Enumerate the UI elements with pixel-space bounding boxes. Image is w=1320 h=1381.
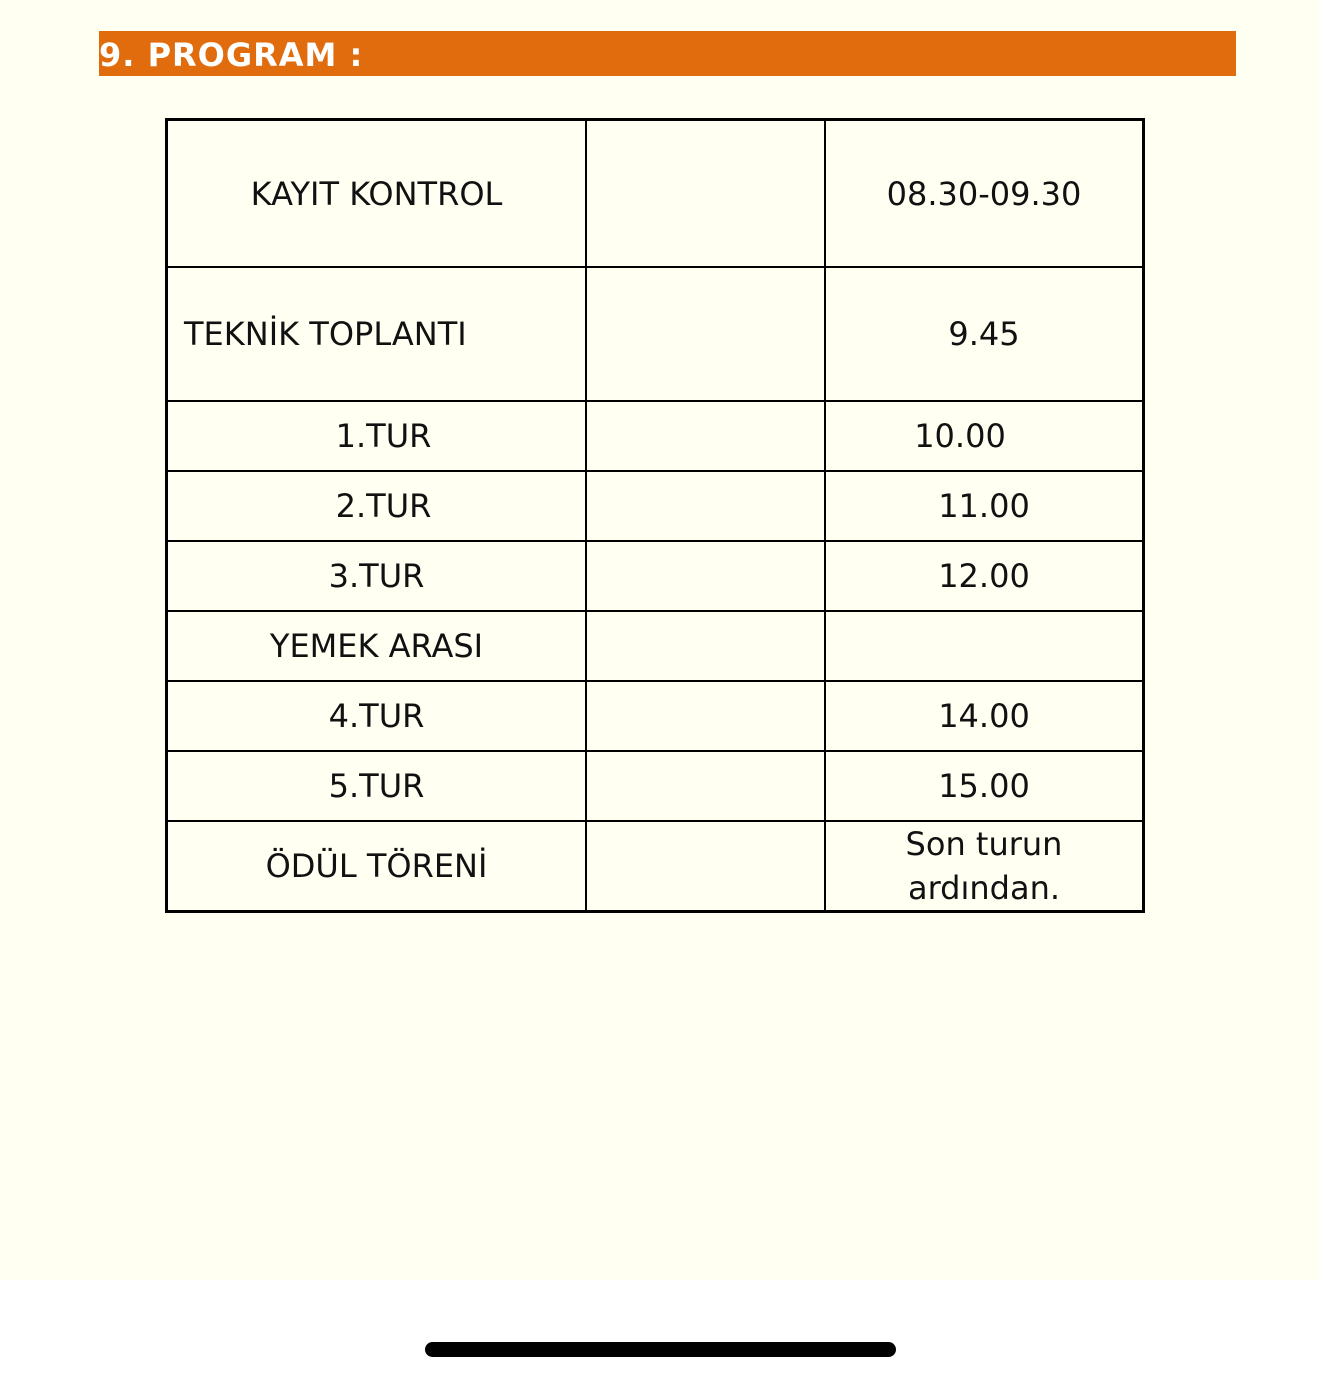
table-row	[167, 267, 1144, 401]
program-item-label: 1.TUR	[167, 401, 587, 471]
program-item-time: Son turun ardından.	[825, 821, 1144, 912]
section-title: 9. PROGRAM :	[99, 36, 364, 74]
program-item-note	[586, 611, 825, 681]
program-item-note	[586, 401, 825, 471]
program-item-label: KAYIT KONTROL	[167, 120, 587, 268]
program-item-time: 9.45	[825, 267, 1144, 401]
program-item-label: ÖDÜL TÖRENİ	[167, 821, 587, 912]
table-row	[167, 821, 1144, 912]
program-item-note	[586, 267, 825, 401]
program-item-label: 3.TUR	[167, 541, 587, 611]
program-item-time: 12.00	[825, 541, 1144, 611]
program-item-time: 15.00	[825, 751, 1144, 821]
program-item-time: 11.00	[825, 471, 1144, 541]
program-item-label: 5.TUR	[167, 751, 587, 821]
table-row	[167, 120, 1144, 268]
program-item-note	[586, 120, 825, 268]
program-item-label: TEKNİK TOPLANTI	[167, 267, 587, 401]
program-item-time	[825, 611, 1144, 681]
table-row	[167, 401, 1144, 471]
section-header-bar	[99, 31, 1236, 76]
home-indicator-bar[interactable]	[425, 1342, 896, 1357]
program-item-note	[586, 541, 825, 611]
program-item-label: YEMEK ARASI	[167, 611, 587, 681]
program-item-note	[586, 751, 825, 821]
program-item-note	[586, 821, 825, 912]
program-item-note	[586, 681, 825, 751]
program-item-label: 2.TUR	[167, 471, 587, 541]
program-item-time: 08.30-09.30	[825, 120, 1144, 268]
program-item-label: 4.TUR	[167, 681, 587, 751]
program-table	[165, 118, 1145, 913]
program-item-time: 10.00	[825, 401, 1144, 471]
program-item-time: 14.00	[825, 681, 1144, 751]
table-row	[167, 541, 1144, 611]
table-row	[167, 471, 1144, 541]
program-item-note	[586, 471, 825, 541]
table-row	[167, 611, 1144, 681]
table-row	[167, 751, 1144, 821]
table-row	[167, 681, 1144, 751]
